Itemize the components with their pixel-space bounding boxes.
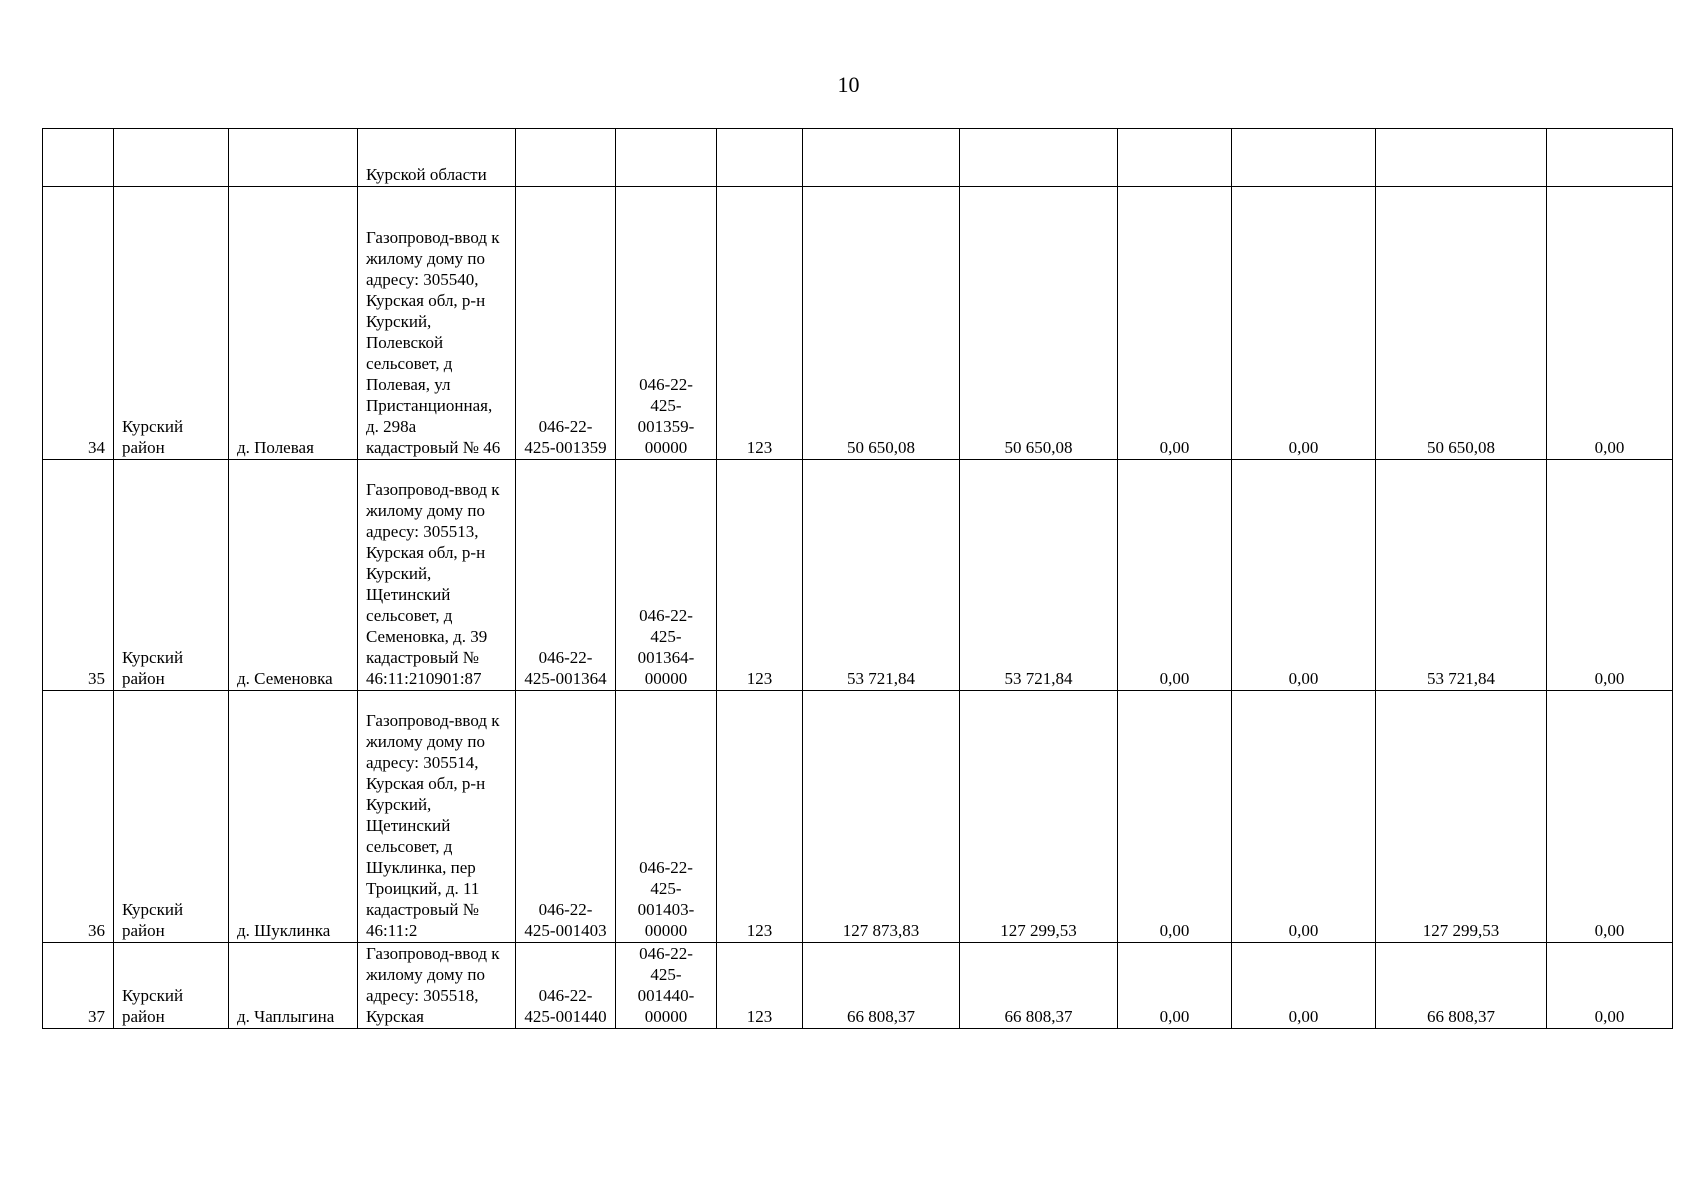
cell-district: Курский район — [114, 460, 229, 691]
cell-value-4 — [1232, 129, 1376, 187]
cell-value-1: 50 650,08 — [803, 187, 960, 460]
cell-district: Курский район — [114, 943, 229, 1029]
cell-value-5: 50 650,08 — [1376, 187, 1547, 460]
cell-value-4: 0,00 — [1232, 460, 1376, 691]
cell-locality: д. Шуклинка — [229, 691, 358, 943]
cell-value-5: 127 299,53 — [1376, 691, 1547, 943]
cell-inventory-number: 046-22-425-001359 — [516, 187, 616, 460]
cell-value-3: 0,00 — [1118, 187, 1232, 460]
continuation-row — [43, 129, 1673, 187]
property-register-table — [42, 128, 1673, 1029]
cell-value-5: 66 808,37 — [1376, 943, 1547, 1029]
cell-value-5 — [1376, 129, 1547, 187]
cell-value-6: 0,00 — [1547, 691, 1673, 943]
cell-object-name: Газопровод-ввод к жилому дому по адресу: 305513, Курская обл, р-н Курский, Щетинский сельсовет, д Семеновка, д. 39 кадастровый № 46:11:210901:87 — [358, 460, 516, 691]
cell-value-6: 0,00 — [1547, 460, 1673, 691]
cell-code — [717, 129, 803, 187]
cell-value-6: 0,00 — [1547, 187, 1673, 460]
cell-locality: д. Чаплыгина — [229, 943, 358, 1029]
cell-inventory-number: 046-22-425-001364 — [516, 460, 616, 691]
cell-value-4: 0,00 — [1232, 943, 1376, 1029]
cell-code: 123 — [717, 691, 803, 943]
cell-no — [43, 129, 114, 187]
cell-value-3 — [1118, 129, 1232, 187]
cell-code: 123 — [717, 460, 803, 691]
cell-inventory-number: 046-22-425-001440 — [516, 943, 616, 1029]
cell-object-name: Газопровод-ввод к жилому дому по адресу: 305518, Курская — [358, 943, 516, 1029]
cell-inventory-full: 046-22-425-001403-00000 — [616, 691, 717, 943]
cell-value-1 — [803, 129, 960, 187]
cell-value-2: 66 808,37 — [960, 943, 1118, 1029]
cell-value-5: 53 721,84 — [1376, 460, 1547, 691]
table-row — [43, 943, 1673, 1029]
cell-object-name: Курской области — [358, 129, 516, 187]
table-row — [43, 187, 1673, 460]
cell-value-3: 0,00 — [1118, 691, 1232, 943]
cell-value-3: 0,00 — [1118, 460, 1232, 691]
table-row — [43, 460, 1673, 691]
table-row — [43, 691, 1673, 943]
cell-inventory-number — [516, 129, 616, 187]
cell-code: 123 — [717, 943, 803, 1029]
cell-code: 123 — [717, 187, 803, 460]
cell-value-2: 53 721,84 — [960, 460, 1118, 691]
cell-district: Курский район — [114, 187, 229, 460]
cell-inventory-full: 046-22-425-001359-00000 — [616, 187, 717, 460]
cell-object-name: Газопровод-ввод к жилому дому по адресу: 305514, Курская обл, р-н Курский, Щетинский сельсовет, д Шуклинка, пер Троицкий, д. 11 кадастровый № 46:11:2 — [358, 691, 516, 943]
cell-value-4: 0,00 — [1232, 187, 1376, 460]
cell-no: 37 — [43, 943, 114, 1029]
cell-locality — [229, 129, 358, 187]
page-number: 10 — [837, 72, 860, 97]
cell-no: 36 — [43, 691, 114, 943]
cell-inventory-full — [616, 129, 717, 187]
cell-value-2: 50 650,08 — [960, 187, 1118, 460]
cell-value-6: 0,00 — [1547, 943, 1673, 1029]
cell-no: 34 — [43, 187, 114, 460]
cell-inventory-full: 046-22-425-001440-00000 — [616, 943, 717, 1029]
cell-value-4: 0,00 — [1232, 691, 1376, 943]
cell-district: Курский район — [114, 691, 229, 943]
cell-locality: д. Семеновка — [229, 460, 358, 691]
cell-value-6 — [1547, 129, 1673, 187]
cell-value-1: 53 721,84 — [803, 460, 960, 691]
cell-object-name: Газопровод-ввод к жилому дому по адресу: 305540, Курская обл, р-н Курский, Полевской сельсовет, д Полевая, ул Пристанционная, д. 298а кадастровый № 46 — [358, 187, 516, 460]
cell-no: 35 — [43, 460, 114, 691]
cell-value-1: 127 873,83 — [803, 691, 960, 943]
cell-inventory-full: 046-22-425-001364-00000 — [616, 460, 717, 691]
cell-value-2 — [960, 129, 1118, 187]
cell-locality: д. Полевая — [229, 187, 358, 460]
cell-value-3: 0,00 — [1118, 943, 1232, 1029]
cell-district — [114, 129, 229, 187]
cell-value-1: 66 808,37 — [803, 943, 960, 1029]
cell-inventory-number: 046-22-425-001403 — [516, 691, 616, 943]
cell-value-2: 127 299,53 — [960, 691, 1118, 943]
